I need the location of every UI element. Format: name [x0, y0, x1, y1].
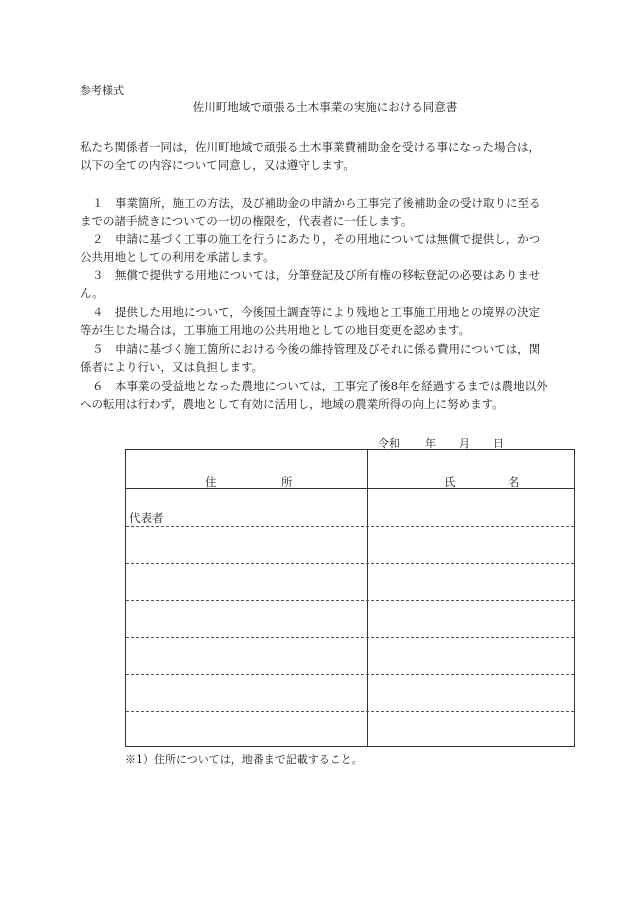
header-address-2: 所 — [281, 475, 293, 489]
item-2-line-1: ２ 申請に基づく工事の施工を行うにあたり，その用地については無償で提供し，かつ — [92, 232, 541, 246]
date-month: 月 — [459, 437, 470, 450]
date-year: 年 — [425, 437, 436, 450]
item-3-line-2: ん。 — [80, 286, 104, 300]
date-era: 令和 — [378, 437, 400, 450]
item-5-line-1: ５ 申請に基づく施工箇所における今後の維持管理及びそれに係る費用については，関 — [92, 342, 541, 356]
intro-line-2: 以下の全ての内容について同意し，又は遵守します。 — [80, 158, 355, 172]
row-divider — [126, 711, 574, 712]
row-divider — [126, 637, 574, 638]
footnote: ※1）住所については，地番まで記載すること。 — [125, 753, 363, 766]
row-divider — [126, 526, 574, 527]
intro-line-1: 私たち関係者一同は，佐川町地域で頑張る土木事業費補助金を受ける事になった場合は， — [80, 140, 540, 154]
item-1-line-1: １ 事業箇所，施工の方法，及び補助金の申請から工事完了後補助金の受け取りに至る — [92, 196, 541, 210]
item-4-line-2: 等が生じた場合は，工事施工用地の公共用地としての地目変更を認めます。 — [80, 323, 471, 337]
form-label: 参考様式 — [80, 84, 124, 97]
item-6-line-2: への転用は行わず，農地として有効に活用し，地域の農業所得の向上に努めます。 — [80, 397, 504, 411]
column-divider — [367, 450, 368, 746]
item-3-line-1: ３ 無償で提供する用地については，分筆登記及び所有権の移転登記の必要はありませ — [92, 268, 541, 282]
item-1-line-2: までの諸手続きについての一切の権限を，代表者に一任します。 — [80, 214, 413, 228]
row-divider — [126, 600, 574, 601]
date-day: 日 — [493, 437, 504, 450]
header-name-1: 氏 — [444, 475, 456, 489]
row-divider — [126, 563, 574, 564]
item-5-line-2: 係者により行い，又は負担します。 — [80, 360, 264, 374]
signature-table — [125, 449, 575, 747]
item-2-line-2: 公共用地としての利用を承諾します。 — [80, 250, 275, 264]
document-title: 佐川町地域で頑張る土木事業の実施における同意書 — [192, 100, 458, 114]
row-divider — [126, 674, 574, 675]
item-6-line-1: ６ 本事業の受益地となった農地については，工事完了後8年を経過するまでは農地以外 — [92, 379, 548, 393]
item-4-line-1: ４ 提供した用地について，今後国土調査等により残地と工事施工用地との境界の決定 — [92, 305, 541, 319]
header-divider — [126, 488, 574, 489]
header-name-2: 名 — [508, 475, 520, 489]
representative-label: 代表者 — [129, 511, 164, 525]
header-address-1: 住 — [205, 475, 217, 489]
